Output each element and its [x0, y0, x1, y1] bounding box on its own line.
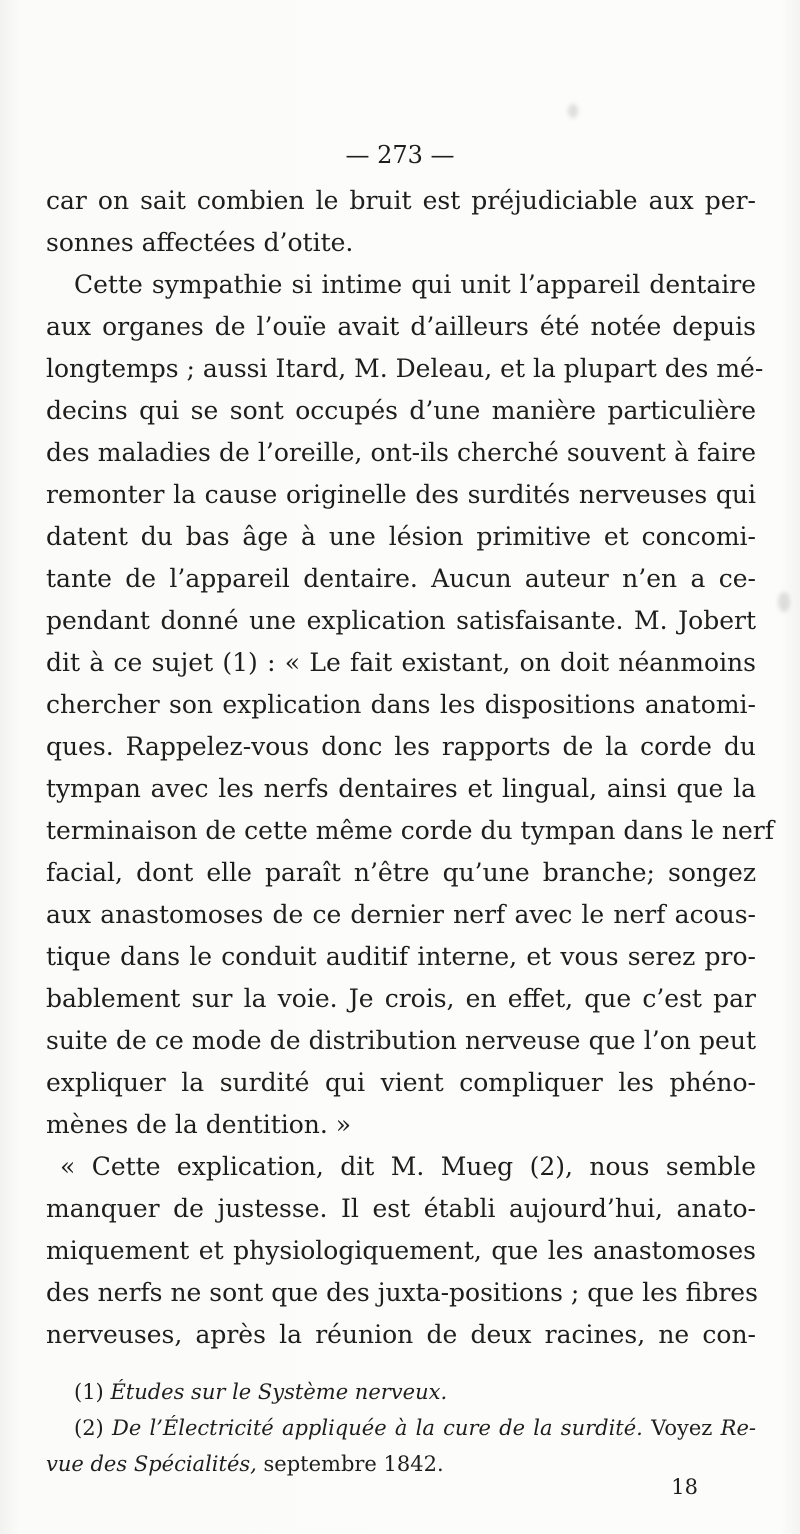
text-line: longtemps ; aussi Itard, M. Deleau, et la plupart des mé-	[46, 354, 764, 383]
paragraph-1	[46, 180, 756, 264]
text-line: Cette sympathie si intime qui unit l’appareil dentaire	[74, 270, 756, 299]
paragraph-2	[46, 264, 775, 1146]
text-line: pendant donné une explication satisfaisante. M. Jobert	[46, 606, 756, 635]
text-line: tique dans le conduit auditif interne, et vous serez pro-	[46, 942, 756, 971]
footnote-1	[46, 1374, 756, 1410]
ink-smudge	[778, 592, 790, 612]
text-line: tante de l’appareil dentaire. Aucun auteur n’en a ce-	[46, 564, 756, 593]
footnote-text: vue des Spécialités,	[46, 1452, 257, 1476]
text-line: expliquer la surdité qui vient compliquer les phéno-	[46, 1068, 756, 1097]
text-line: aux anastomoses de ce dernier nerf avec le nerf acous-	[46, 900, 756, 929]
text-line: bablement sur la voie. Je crois, en effet, que c’est par	[46, 984, 756, 1013]
text-line: dit à ce sujet (1) : « Le fait existant, on doit néanmoins	[46, 648, 756, 677]
text-line: des nerfs ne sont que des juxta-positions ; que les fibres	[46, 1278, 758, 1307]
footnote-marker: (2)	[74, 1416, 104, 1440]
footnote-2	[46, 1410, 756, 1446]
text-line: tympan avec les nerfs dentaires et lingual, ainsi que la	[46, 774, 756, 803]
text-line: des maladies de l’oreille, ont-ils cherché souvent à faire	[46, 438, 756, 467]
footnote-text: Études sur le Système nerveux.	[110, 1380, 448, 1404]
ink-smudge	[568, 104, 578, 118]
text-line: ques. Rappelez-vous donc les rapports de la corde du	[46, 732, 756, 761]
footnote-marker: (1)	[74, 1380, 104, 1404]
text-line: « Cette explication, dit M. Mueg (2), nous semble	[60, 1152, 756, 1181]
footnote-text: De l’Électricité appliquée à la cure de la surdité.	[112, 1416, 643, 1440]
text-line: miquement et physiologiquement, que les anastomoses	[46, 1236, 756, 1265]
body-text	[46, 180, 775, 1356]
text-line: terminaison de cette même corde du tympan dans le nerf	[46, 816, 775, 845]
text-line: aux organes de l’ouïe avait d’ailleurs été notée depuis	[46, 312, 756, 341]
text-line: facial, dont elle paraît n’être qu’une branche; songez	[46, 858, 756, 887]
text-line: suite de ce mode de distribution nerveuse que l’on peut	[46, 1026, 756, 1055]
footnotes	[46, 1374, 756, 1482]
text-line: manquer de justesse. Il est établi aujourd’hui, anato-	[46, 1194, 756, 1223]
footnote-text: Voyez	[651, 1416, 713, 1440]
text-line: mènes de la dentition. »	[46, 1110, 352, 1139]
footnote-text: septembre 1842.	[263, 1452, 444, 1476]
text-line: nerveuses, après la réunion de deux racines, ne con-	[46, 1320, 756, 1349]
footnote-2-continued	[46, 1446, 756, 1482]
text-line: chercher son explication dans les dispositions anatomi-	[46, 690, 756, 719]
text-line: decins qui se sont occupés d’une manière particulière	[46, 396, 756, 425]
text-line: sonnes affectées d’otite.	[46, 228, 354, 257]
signature-mark: 18	[671, 1475, 698, 1499]
footnote-text: Re-	[720, 1416, 756, 1440]
text-line: datent du bas âge à une lésion primitive et concomi-	[46, 522, 756, 551]
text-line: remonter la cause originelle des surdités nerveuses qui	[46, 480, 756, 509]
page-number: — 273 —	[345, 141, 455, 169]
paragraph-3	[46, 1146, 756, 1356]
text-line: car on sait combien le bruit est préjudiciable aux per-	[46, 186, 756, 215]
